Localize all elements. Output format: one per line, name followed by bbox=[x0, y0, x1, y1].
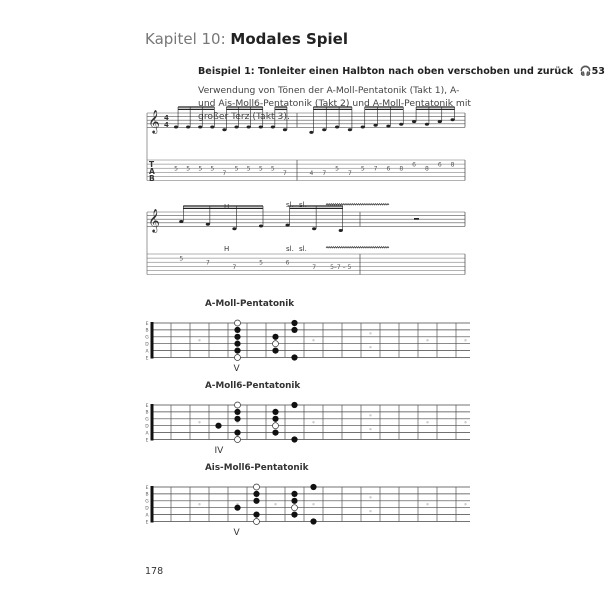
tab-clef-letter: B bbox=[149, 174, 155, 183]
tab-fret-number: 5 bbox=[258, 165, 263, 173]
string-name: A bbox=[145, 513, 149, 519]
notehead bbox=[186, 126, 190, 129]
notehead bbox=[312, 227, 316, 230]
tab-fret-number: 6 bbox=[437, 161, 442, 169]
tab-fret-number: 4 bbox=[309, 169, 314, 177]
root-note-circle bbox=[292, 505, 298, 511]
string-name: G bbox=[145, 499, 149, 505]
example-title-text: Beispiel 1: Tonleiter einen Halbton nach oben verschoben und zurück bbox=[198, 66, 574, 77]
position-marker: V bbox=[233, 363, 240, 374]
tab-fret-number: 7 bbox=[322, 169, 327, 177]
tab-fret-number: 7 bbox=[232, 263, 237, 271]
fret-inlay-marker bbox=[369, 346, 371, 348]
notehead bbox=[259, 225, 263, 228]
scale-note-dot bbox=[234, 409, 240, 415]
example-description: Verwendung von Tönen der A-Moll-Pentatonik (Takt 1), A- und Ais-Moll6-Pentatonik (Takt 2) und A-Moll-Pentatonik mit großer Terz (Takt 3). bbox=[198, 85, 472, 122]
scale-note-dot bbox=[234, 505, 240, 511]
tab-fret-number: 7 bbox=[205, 259, 210, 267]
fret-inlay-marker bbox=[236, 503, 238, 505]
string-name: G bbox=[145, 335, 149, 341]
scale-note-dot bbox=[234, 327, 240, 333]
tab-fret-number: 7 bbox=[312, 263, 317, 271]
fret-inlay-marker bbox=[464, 339, 466, 341]
notehead bbox=[399, 123, 403, 126]
notehead bbox=[259, 126, 263, 129]
string-name: A bbox=[145, 431, 149, 437]
scale-note-dot bbox=[234, 416, 240, 422]
treble-clef-icon: 𝄞 bbox=[148, 109, 160, 133]
fret-inlay-marker bbox=[464, 503, 466, 505]
string-name: D bbox=[145, 506, 149, 512]
fret-inlay-marker bbox=[198, 421, 200, 423]
fret-inlay-marker bbox=[198, 503, 200, 505]
notehead bbox=[247, 126, 251, 129]
notehead bbox=[210, 126, 214, 129]
string-name: E bbox=[145, 403, 149, 409]
tab-fret-number: 5 bbox=[270, 165, 275, 173]
string-name: A bbox=[145, 349, 149, 355]
fret-inlay-marker bbox=[274, 421, 276, 423]
scale-note-dot bbox=[291, 320, 297, 326]
fret-inlay-marker bbox=[369, 510, 371, 512]
notehead bbox=[234, 126, 238, 129]
scale-note-dot bbox=[253, 491, 259, 497]
tab-fret-number: 7 bbox=[222, 169, 227, 177]
notehead bbox=[271, 126, 275, 129]
notehead bbox=[450, 118, 454, 121]
fret-inlay-marker bbox=[369, 428, 371, 430]
tab-fret-number: 8 bbox=[425, 165, 429, 173]
notehead bbox=[386, 125, 390, 128]
tab-fret-number: 6 bbox=[386, 165, 391, 173]
fret-inlay-marker bbox=[236, 339, 238, 341]
scale-note-dot bbox=[272, 416, 278, 422]
treble-clef-icon: 𝄞 bbox=[148, 208, 160, 232]
scale-note-dot bbox=[253, 498, 259, 504]
tab-fret-number: 6 bbox=[285, 259, 290, 267]
scale-diagram-label: A-Moll6-Pentatonik bbox=[205, 381, 301, 391]
nut bbox=[151, 322, 154, 359]
tab-fret-number: 5 bbox=[198, 165, 203, 173]
scale-note-dot bbox=[291, 498, 297, 504]
position-marker: V bbox=[233, 527, 240, 538]
notehead bbox=[232, 227, 236, 230]
notehead bbox=[198, 126, 202, 129]
headphones-icon: 🎧 bbox=[579, 66, 592, 77]
vibrato-mark bbox=[326, 204, 389, 205]
notehead bbox=[335, 126, 339, 129]
tab-fret-number: 5 bbox=[246, 165, 251, 173]
music-notation bbox=[0, 0, 600, 290]
scale-note-dot bbox=[234, 348, 240, 354]
scale-note-dot bbox=[291, 327, 297, 333]
scale-note-dot bbox=[234, 341, 240, 347]
hammer-on-mark: H bbox=[224, 203, 230, 211]
time-signature-bottom: 4 bbox=[164, 121, 169, 129]
fret-inlay-marker bbox=[426, 339, 428, 341]
notehead bbox=[361, 126, 365, 129]
track-number: 53 bbox=[591, 66, 605, 77]
slide-mark-tab: sl. bbox=[286, 245, 294, 253]
string-name: B bbox=[145, 492, 149, 498]
notehead bbox=[283, 128, 287, 131]
notehead bbox=[222, 128, 226, 131]
string-name: E bbox=[145, 485, 149, 491]
string-name: B bbox=[145, 410, 149, 416]
fret-inlay-marker bbox=[274, 339, 276, 341]
scale-note-dot bbox=[310, 484, 316, 490]
notehead bbox=[285, 224, 289, 227]
fret-inlay-marker bbox=[464, 421, 466, 423]
notehead bbox=[206, 223, 210, 226]
notehead bbox=[348, 128, 352, 131]
scale-diagram-label: A-Moll-Pentatonik bbox=[205, 299, 295, 309]
scale-note-dot bbox=[272, 409, 278, 415]
position-marker: IV bbox=[214, 445, 224, 456]
page-number: 178 bbox=[145, 566, 164, 577]
fret-inlay-marker bbox=[369, 332, 371, 334]
nut bbox=[151, 404, 154, 441]
slide-mark-tab: sl. bbox=[299, 245, 307, 253]
string-name: D bbox=[145, 342, 149, 348]
hammer-on-mark-tab: H bbox=[224, 245, 230, 253]
string-name: E bbox=[145, 438, 149, 444]
fret-inlay-marker bbox=[274, 503, 276, 505]
scale-note-dot bbox=[272, 348, 278, 354]
string-name: B bbox=[145, 328, 149, 334]
scale-note-dot bbox=[215, 423, 221, 429]
scale-note-dot bbox=[272, 430, 278, 436]
root-note-circle bbox=[235, 402, 241, 408]
notehead bbox=[339, 229, 343, 232]
slide-mark: sl. bbox=[286, 201, 294, 209]
notation-system-2 bbox=[147, 201, 465, 275]
tab-fret-number: 5 bbox=[174, 165, 178, 173]
root-note-circle bbox=[254, 519, 260, 525]
scale-note-dot bbox=[234, 334, 240, 340]
string-name: D bbox=[145, 424, 149, 430]
tab-fret-number: 5 bbox=[186, 165, 191, 173]
chapter-title: Modales Spiel bbox=[230, 30, 348, 48]
root-note-circle bbox=[235, 437, 241, 443]
tab-clef-letter: A bbox=[149, 167, 155, 176]
root-note-circle bbox=[254, 484, 260, 490]
scale-note-dot bbox=[291, 354, 297, 360]
whole-rest bbox=[414, 218, 419, 220]
root-note-circle bbox=[273, 423, 279, 429]
tab-fret-number: 5 bbox=[234, 165, 239, 173]
notehead bbox=[425, 123, 429, 126]
tab-fret-number: 8 bbox=[399, 165, 404, 173]
string-name: E bbox=[145, 356, 149, 362]
fret-inlay-marker bbox=[426, 421, 428, 423]
string-name: G bbox=[145, 417, 149, 423]
time-signature-top: 4 bbox=[164, 114, 169, 122]
root-note-circle bbox=[235, 320, 241, 326]
scale-note-dot bbox=[253, 511, 259, 517]
chapter-prefix: Kapitel 10: bbox=[145, 30, 226, 48]
notehead bbox=[412, 120, 416, 123]
notehead bbox=[174, 126, 178, 129]
scale-note-dot bbox=[291, 511, 297, 517]
scale-note-dot bbox=[272, 334, 278, 340]
scale-note-dot bbox=[310, 518, 316, 524]
scale-note-dot bbox=[291, 491, 297, 497]
tab-fret-number: 5 bbox=[210, 165, 215, 173]
notehead bbox=[322, 128, 326, 131]
fret-inlay-marker bbox=[369, 414, 371, 416]
notation-system-1 bbox=[147, 107, 465, 183]
fret-inlay-marker bbox=[426, 503, 428, 505]
tab-fret-number: 6 bbox=[412, 161, 416, 169]
tab-fret-number: 5 bbox=[335, 165, 339, 173]
tab-fret-number: 8 bbox=[450, 161, 455, 169]
root-note-circle bbox=[273, 341, 279, 347]
tab-fret-number: 7 bbox=[348, 169, 352, 177]
notehead bbox=[438, 120, 442, 123]
scale-note-dot bbox=[291, 402, 297, 408]
scale-note-dot bbox=[234, 430, 240, 436]
root-note-circle bbox=[235, 355, 241, 361]
fret-inlay-marker bbox=[198, 339, 200, 341]
scale-note-dot bbox=[291, 436, 297, 442]
tab-clef-letter: T bbox=[149, 160, 155, 169]
tab-fret-number: 7 bbox=[283, 169, 287, 177]
tab-fret-number: 5–7 – 5 bbox=[330, 263, 352, 271]
fret-inlay-marker bbox=[312, 503, 314, 505]
tab-fret-number: 5 bbox=[179, 255, 184, 263]
fret-inlay-marker bbox=[312, 421, 314, 423]
fret-inlay-marker bbox=[369, 496, 371, 498]
notehead bbox=[179, 220, 183, 223]
fret-inlay-marker bbox=[236, 421, 238, 423]
slide-mark: sl. bbox=[299, 201, 307, 209]
fret-inlay-marker bbox=[312, 339, 314, 341]
notehead bbox=[373, 124, 377, 127]
tab-fret-number: 5 bbox=[259, 259, 263, 267]
notehead bbox=[309, 131, 313, 134]
scale-diagram-label: Ais-Moll6-Pentatonik bbox=[205, 463, 309, 473]
nut bbox=[151, 486, 154, 523]
string-name: E bbox=[145, 520, 149, 526]
tab-fret-number: 7 bbox=[373, 165, 378, 173]
tab-fret-number: 5 bbox=[360, 165, 365, 173]
vibrato-mark bbox=[326, 247, 389, 248]
string-name: E bbox=[145, 321, 149, 327]
